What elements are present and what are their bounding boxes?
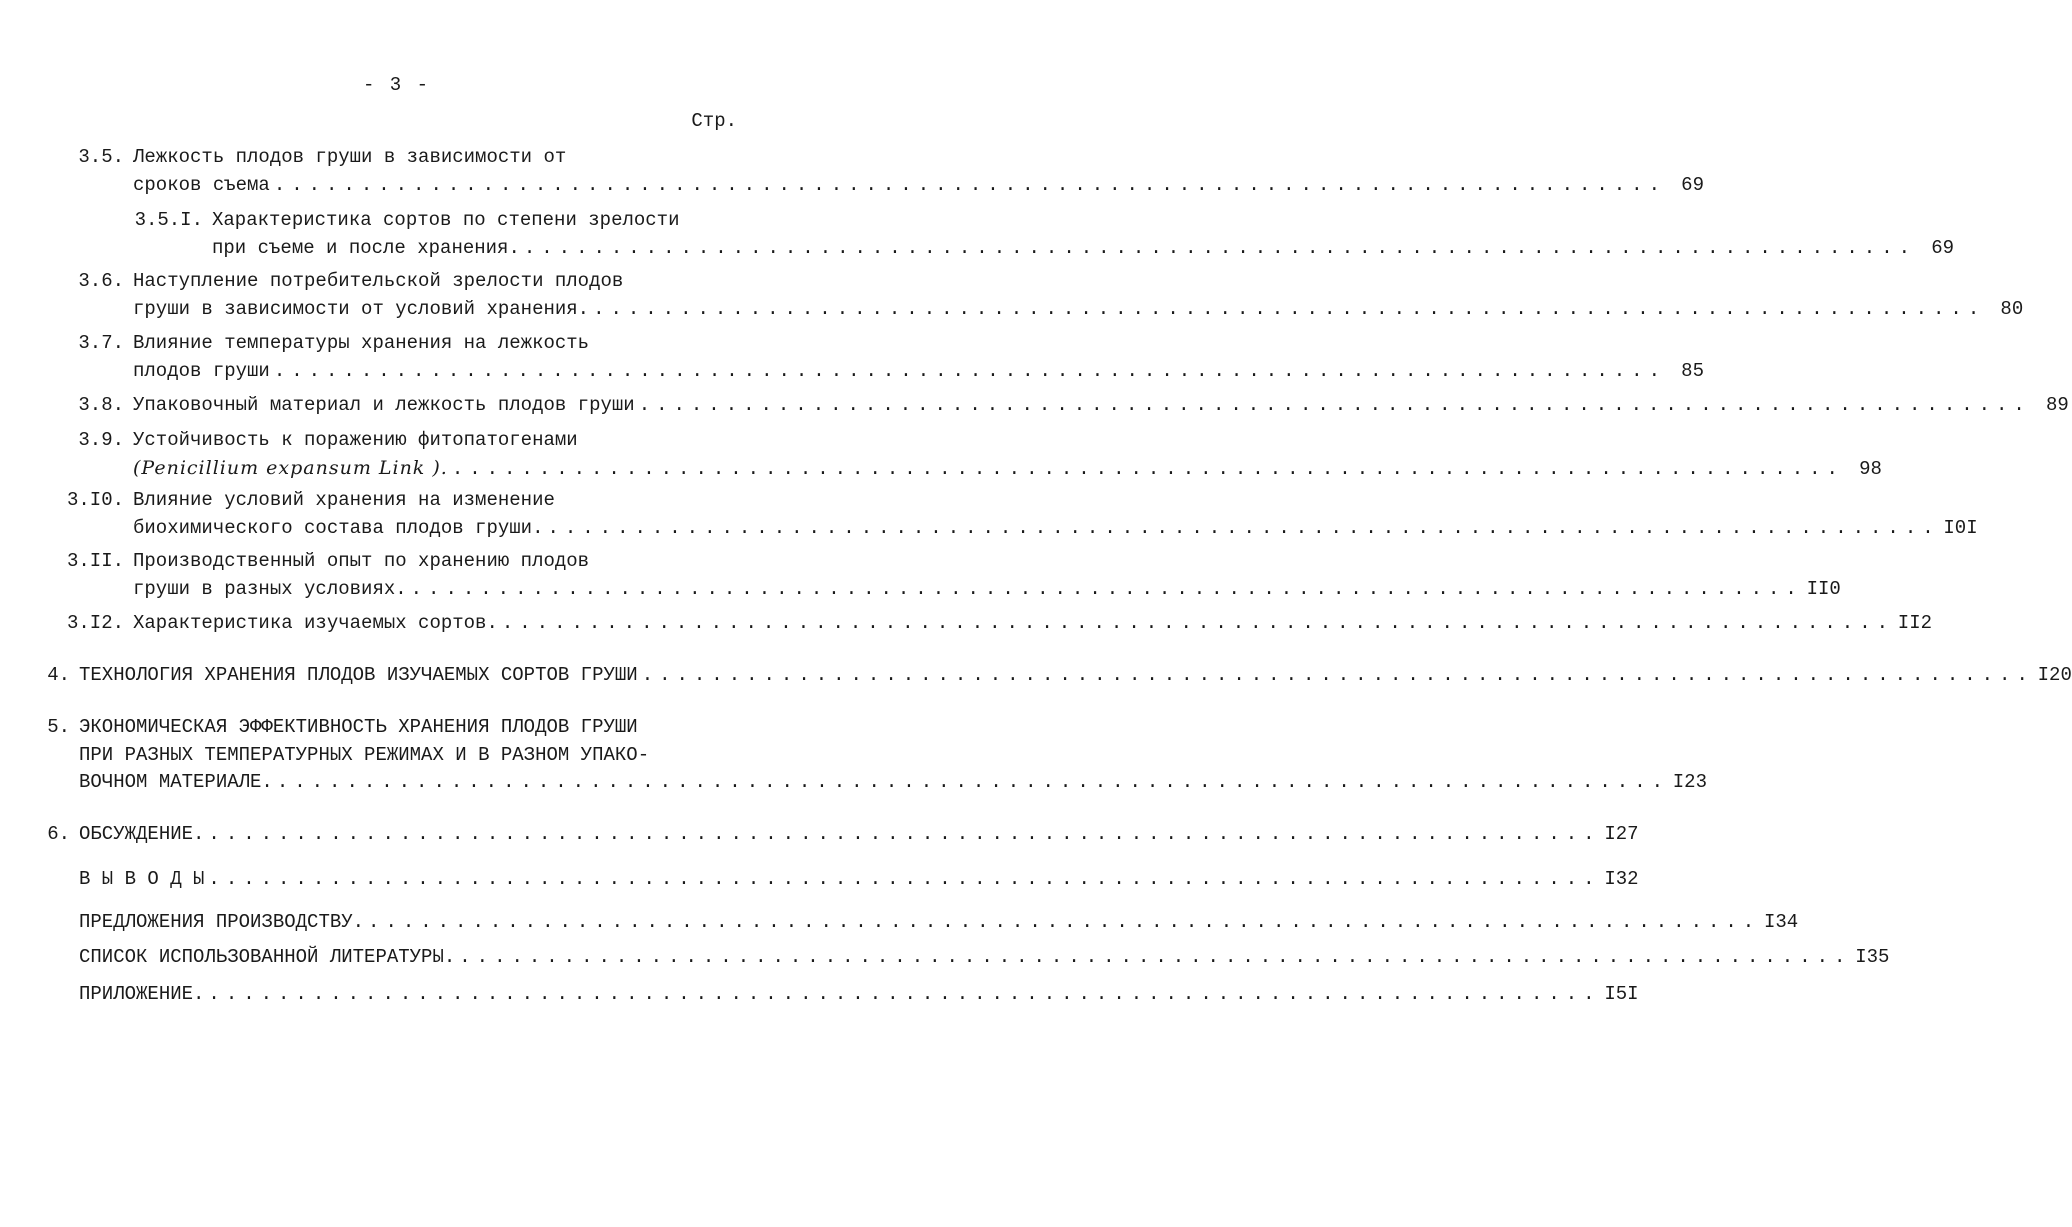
dot-leader: ................................................................................ [501, 612, 1895, 634]
toc-entry-number: 3.7. [78, 332, 124, 354]
toc-entry-title: при съеме и после хранения. [212, 236, 520, 259]
page-column-header: Стр. [691, 110, 737, 132]
toc-entry-page: I23 [1672, 771, 1707, 793]
toc-entry-text: Характеристика сортов по степени зрелости [212, 209, 680, 231]
dot-leader: ................................................................................ [276, 771, 1669, 793]
dot-leader: ................................................................................ [547, 516, 1940, 539]
toc-entry-page: 98 [1859, 457, 1882, 480]
toc-entry-number: 6. [47, 823, 70, 845]
toc-entry-page: I0I [1943, 516, 1978, 539]
toc-entry-text: Наступление потребительской зрелости плодов [133, 270, 624, 292]
toc-entry-number: 3.5.I. [134, 209, 203, 231]
toc-entry-page: I34 [1763, 911, 1799, 933]
toc-entry-page: I20 [2037, 664, 2072, 686]
toc-entry-title: груши в зависимости от условий хранения. [133, 297, 590, 320]
toc-entry-text: Влияние температуры хранения на лежкость [133, 332, 590, 354]
toc-entry-title: Характеристика изучаемых сортов. [133, 612, 498, 634]
dot-leader: ................................................................................ [593, 297, 1986, 320]
dot-leader: ................................................................................ [523, 236, 1917, 259]
page-number: - 3 - [362, 74, 430, 96]
toc-entry-title: груши в разных условиях. [133, 577, 407, 600]
dot-leader: ................................................................................ [208, 868, 1601, 890]
toc-entry-text: ЭКОНОМИЧЕСКАЯ ЭФФЕКТИВНОСТЬ ХРАНЕНИЯ ПЛОДОВ ГРУШИ [79, 716, 638, 738]
toc-entry-number: 3.8. [78, 394, 124, 416]
toc-entry-title: сроков съема [133, 173, 270, 196]
toc-entry-text: ПРИ РАЗНЫХ ТЕМПЕРАТУРНЫХ РЕЖИМАХ И В РАЗНОМ УПАКО- [79, 743, 650, 766]
toc-entry-text: Влияние условий хранения на изменение [133, 489, 555, 511]
toc-entry-page: 80 [2000, 297, 2024, 320]
toc-entry-text: Устойчивость к поражению фитопатогенами [133, 429, 578, 451]
dot-leader: ................................................................................ [273, 173, 1666, 196]
toc-entry-title: биохимического состава плодов груши. [133, 516, 544, 539]
toc-entry-number: 3.I0. [66, 489, 124, 511]
dot-leader: ................................................................................ [459, 946, 1852, 968]
dot-leader: ................................................................................ [638, 394, 2031, 416]
toc-entry-title: Упаковочный материал и лежкость плодов груши [133, 394, 635, 416]
toc-entry-page: I27 [1604, 823, 1639, 845]
dot-leader: ................................................................................ [208, 823, 1601, 845]
toc-entry-title: ПРИЛОЖЕНИЕ. [79, 983, 205, 1005]
toc-entry-page: 69 [1681, 173, 1704, 196]
toc-entry-page: II2 [1897, 612, 1933, 634]
toc-entry-page: I32 [1604, 868, 1639, 890]
dot-leader: ................................................................................ [273, 359, 1666, 382]
toc-entry-number: 3.5. [78, 146, 124, 168]
dot-leader: ................................................................................ [208, 983, 1601, 1005]
toc-entry-title: ПРЕДЛОЖЕНИЯ ПРОИЗВОДСТВУ. [79, 911, 365, 933]
toc-entry-title: ВОЧНОМ МАТЕРИАЛЕ. [79, 771, 273, 793]
toc-entry-title: ОБСУЖДЕНИЕ. [79, 823, 205, 845]
toc-entry-title: СПИСОК ИСПОЛЬЗОВАННОЙ ЛИТЕРАТУРЫ. [79, 946, 456, 968]
toc-entry-number: 4. [47, 664, 70, 686]
dot-leader: ................................................................................ [410, 577, 1803, 600]
toc-entry-page: 89 [2046, 394, 2069, 416]
dot-leader: ................................................................................ [368, 911, 1761, 933]
toc-entry-title: плодов груши [133, 359, 270, 382]
dot-leader: ................................................................................ [641, 664, 2034, 686]
toc-entry-text: Производственный опыт по хранению плодов [133, 550, 590, 572]
toc-entry-page: 69 [1931, 236, 1955, 259]
toc-entry-title: (Penicillium expansum Link ). [133, 456, 448, 479]
toc-entry-page: II0 [1806, 577, 1841, 600]
toc-entry-number: 5. [47, 716, 70, 738]
toc-entry-number: 3.6. [78, 270, 124, 292]
toc-entry-number: 3.II. [66, 550, 124, 572]
toc-entry-page: 85 [1681, 359, 1704, 382]
toc-entry-page: I35 [1855, 946, 1890, 968]
toc-entry-number: 3.I2. [66, 612, 124, 634]
toc-entry-title: В Ы В О Д Ы [79, 868, 205, 890]
dot-leader: ................................................................................ [451, 457, 1844, 480]
toc-entry-text: Лежкость плодов груши в зависимости от [133, 146, 567, 168]
toc-entry-number: 3.9. [78, 429, 124, 451]
toc-entry-title: ТЕХНОЛОГИЯ ХРАНЕНИЯ ПЛОДОВ ИЗУЧАЕМЫХ СОРТОВ ГРУШИ [79, 664, 638, 686]
toc-entry-page: I5I [1604, 983, 1639, 1005]
